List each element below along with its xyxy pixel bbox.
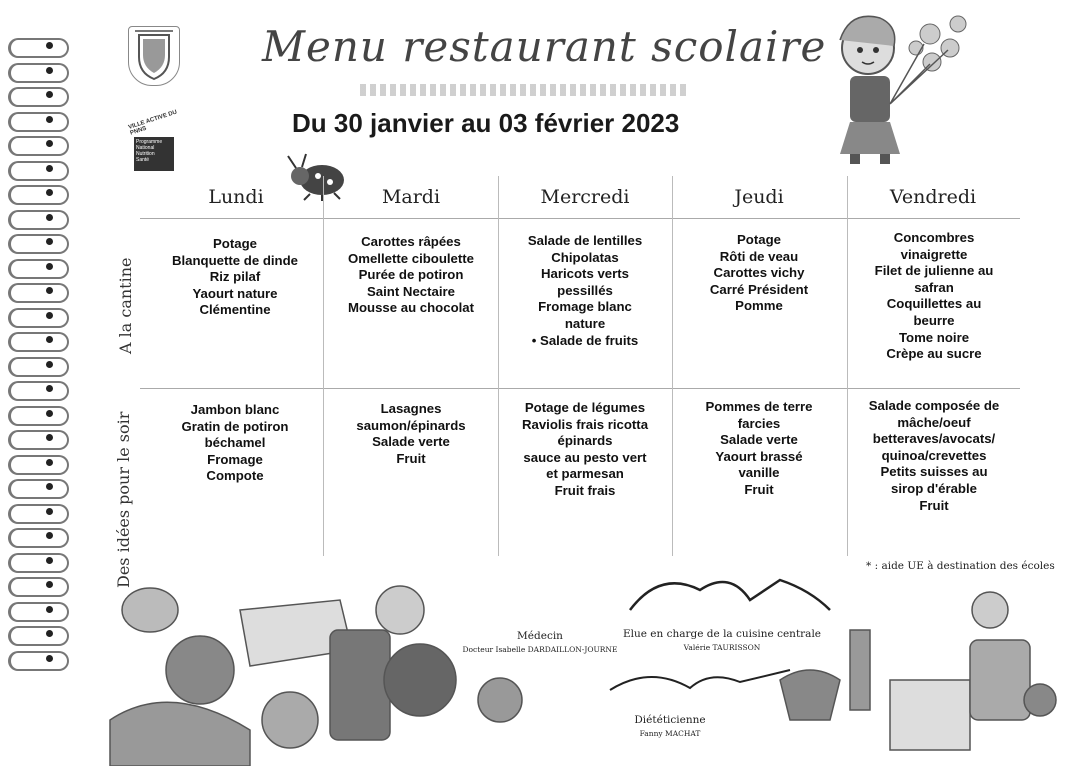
binding-hole — [46, 385, 53, 392]
spiral-ring — [8, 528, 69, 548]
signature-dieteticienne — [590, 714, 750, 738]
spiral-ring — [8, 357, 69, 377]
badge-box — [134, 137, 174, 171]
eu-aid-note: * : aide UE à destination des écoles — [866, 560, 1055, 572]
cell-soir-jeudi: Pommes de terre farcies Salade verte Yaourt brassé vanille Fruit — [705, 399, 813, 497]
spiral-ring — [8, 308, 69, 328]
grid-line — [140, 218, 1020, 219]
medecin-name: Docteur Isabelle DARDAILLON-JOURNE — [462, 645, 618, 654]
spiral-ring — [8, 553, 69, 573]
grid-line — [323, 176, 324, 556]
binding-hole — [46, 91, 53, 98]
binding-hole — [46, 140, 53, 147]
cell-soir-mardi: Lasagnes saumon/épinards Salade verte Fruit — [356, 401, 466, 466]
binding-hole — [46, 459, 53, 466]
dieteticienne-name: Fanny MACHAT — [639, 729, 701, 738]
spiral-ring — [8, 63, 69, 83]
binding-hole — [46, 336, 53, 343]
cell-soir-vendredi: Salade composée de mâche/oeuf betteraves/avocats/ quinoa/crevettes Petits suisses au sirop d'érable Fruit — [868, 398, 1000, 513]
binding-hole — [46, 483, 53, 490]
spiral-ring — [8, 406, 69, 426]
menu-title: Menu restaurant scolaire — [262, 22, 827, 71]
cell-soir-mercredi: Potage de légumes Raviolis frais ricotta épinards sauce au pesto vert et parmesan Fruit frais — [521, 400, 649, 498]
row-label-soir: Des idées pour le soir — [114, 411, 133, 588]
pnns-badge-logo — [127, 109, 192, 177]
grid-line — [140, 388, 1020, 389]
binding-hole — [46, 606, 53, 613]
binding-hole — [46, 508, 53, 515]
day-header-lundi: Lundi — [208, 186, 264, 208]
day-header-vendredi: Vendredi — [889, 186, 977, 208]
binding-hole — [46, 532, 53, 539]
binding-hole — [46, 655, 53, 662]
badge-line: Programme — [136, 139, 163, 145]
spiral-ring — [8, 161, 69, 181]
spiral-ring — [8, 210, 69, 230]
menu-table — [140, 176, 1020, 566]
cell-cantine-mercredi: Salade de lentilles Chipolatas Haricots verts pessillés Fromage blanc nature • Salade de fruits — [527, 233, 643, 348]
spiral-ring — [8, 283, 69, 303]
signature-elue — [622, 628, 822, 652]
grid-line — [672, 176, 673, 556]
spiral-ring — [8, 112, 69, 132]
cell-cantine-lundi: Potage Blanquette de dinde Riz pilaf Yaourt nature Clémentine — [171, 236, 299, 318]
day-header-jeudi: Jeudi — [734, 186, 784, 208]
spiral-ring — [8, 381, 69, 401]
binding-hole — [46, 67, 53, 74]
girl-with-flowers-illustration — [820, 4, 980, 174]
binding-hole — [46, 312, 53, 319]
binding-hole — [46, 581, 53, 588]
binding-hole — [46, 189, 53, 196]
binding-hole — [46, 361, 53, 368]
blurred-subtitle — [360, 84, 690, 96]
binding-hole — [46, 165, 53, 172]
date-range-title: Du 30 janvier au 03 février 2023 — [292, 108, 680, 138]
spiral-ring — [8, 87, 69, 107]
badge-arc-text: VILLE ACTIVE DU PNNS — [127, 109, 178, 137]
spiral-ring — [8, 577, 69, 597]
grid-line — [498, 176, 499, 556]
binding-hole — [46, 238, 53, 245]
cell-cantine-jeudi: Potage Rôti de veau Carottes vichy Carré Président Pomme — [709, 232, 809, 314]
binding-hole — [46, 263, 53, 270]
spiral-ring — [8, 234, 69, 254]
row-label-cantine: A la cantine — [116, 257, 135, 354]
spiral-ring — [8, 136, 69, 156]
binding-hole — [46, 410, 53, 417]
medecin-role: Médecin — [517, 630, 563, 642]
town-crest-logo — [128, 26, 180, 86]
binding-hole — [46, 214, 53, 221]
spiral-ring — [8, 651, 69, 671]
binding-hole — [46, 116, 53, 123]
day-header-mercredi: Mercredi — [540, 186, 630, 208]
dieteticienne-role: Diététicienne — [634, 714, 706, 726]
binding-hole — [46, 434, 53, 441]
food-illustration-footer — [90, 570, 1080, 766]
badge-line: Santé — [136, 157, 150, 163]
spiral-ring — [8, 38, 69, 58]
binding-hole — [46, 287, 53, 294]
elue-name: Valérie TAURISSON — [683, 643, 761, 652]
spiral-ring — [8, 504, 69, 524]
binding-hole — [46, 42, 53, 49]
elue-role: Elue en charge de la cuisine centrale — [622, 628, 822, 640]
spiral-ring — [8, 602, 69, 622]
binding-hole — [46, 557, 53, 564]
cell-cantine-vendredi: Concombres vinaigrette Filet de julienne au safran Coquillettes au beurre Tome noire Crèpe au sucre — [874, 230, 994, 362]
signature-medecin — [440, 630, 640, 654]
binding-hole — [46, 630, 53, 637]
spiral-ring — [8, 332, 69, 352]
spiral-ring — [8, 430, 69, 450]
spiral-ring — [8, 455, 69, 475]
spiral-binding — [0, 38, 80, 678]
spiral-ring — [8, 479, 69, 499]
spiral-ring — [8, 185, 69, 205]
cell-soir-lundi: Jambon blanc Gratin de potiron béchamel Fromage Compote — [181, 402, 289, 484]
spiral-ring — [8, 626, 69, 646]
day-header-mardi: Mardi — [381, 186, 441, 208]
spiral-ring — [8, 259, 69, 279]
cell-cantine-mardi: Carottes râpées Omellette ciboulette Purée de potiron Saint Nectaire Mousse au chocolat — [347, 234, 475, 316]
badge-line: National — [136, 145, 155, 151]
badge-line: Nutrition — [136, 151, 155, 157]
